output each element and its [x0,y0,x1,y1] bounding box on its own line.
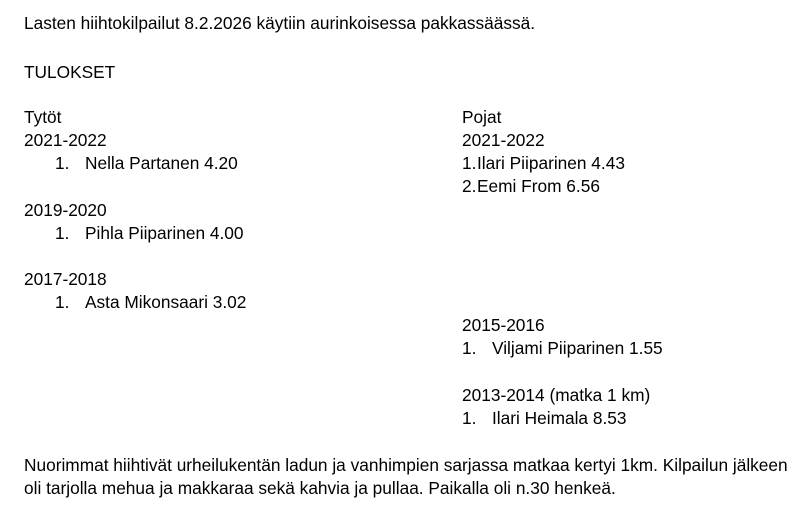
list-item [55,291,246,314]
list-item [462,337,663,360]
list-item [462,175,600,198]
list-number: 1. [462,153,477,173]
list-number: 2. [462,176,477,196]
list-item [462,407,626,430]
list-item [55,152,238,175]
results-heading: TULOKSET [24,62,116,82]
girls-heading: Tytöt [24,107,62,127]
list-number: 1. [462,338,477,358]
list-number: 1. [55,223,70,243]
list-item [462,152,625,175]
result-text: Eemi From 6.56 [477,176,600,196]
boys-heading: Pojat [462,107,502,127]
list-item [55,222,244,245]
result-text: Viljami Piiparinen 1.55 [492,338,663,358]
result-text: Nella Partanen 4.20 [85,153,238,173]
result-text: Asta Mikonsaari 3.02 [85,292,247,312]
list-number: 1. [55,153,70,173]
result-text: Ilari Piiparinen 4.43 [477,153,625,173]
girls-year-2017-2018: 2017-2018 [24,269,107,289]
boys-year-2021-2022: 2021-2022 [462,130,545,150]
intro-text: Lasten hiihtokilpailut 8.2.2026 käytiin aurinkoisessa pakkassäässä. [24,13,536,33]
list-number: 1. [462,408,477,428]
girls-year-2021-2022: 2021-2022 [24,130,107,150]
boys-year-2013-2014: 2013-2014 (matka 1 km) [462,385,651,405]
girls-year-2019-2020: 2019-2020 [24,200,107,220]
footer-paragraph: Nuorimmat hiihtivät urheilukentän ladun ja vanhimpien sarjassa matkaa kertyi 1km. Kilpailun jälkeen oli tarjolla mehua ja makkaraa sekä kahvia ja pullaa. Paikalla oli n.30 henkeä. [24,455,788,498]
result-text: Ilari Heimala 8.53 [492,408,627,428]
boys-year-2015-2016: 2015-2016 [462,315,545,335]
list-number: 1. [55,292,70,312]
result-text: Pihla Piiparinen 4.00 [85,223,244,243]
